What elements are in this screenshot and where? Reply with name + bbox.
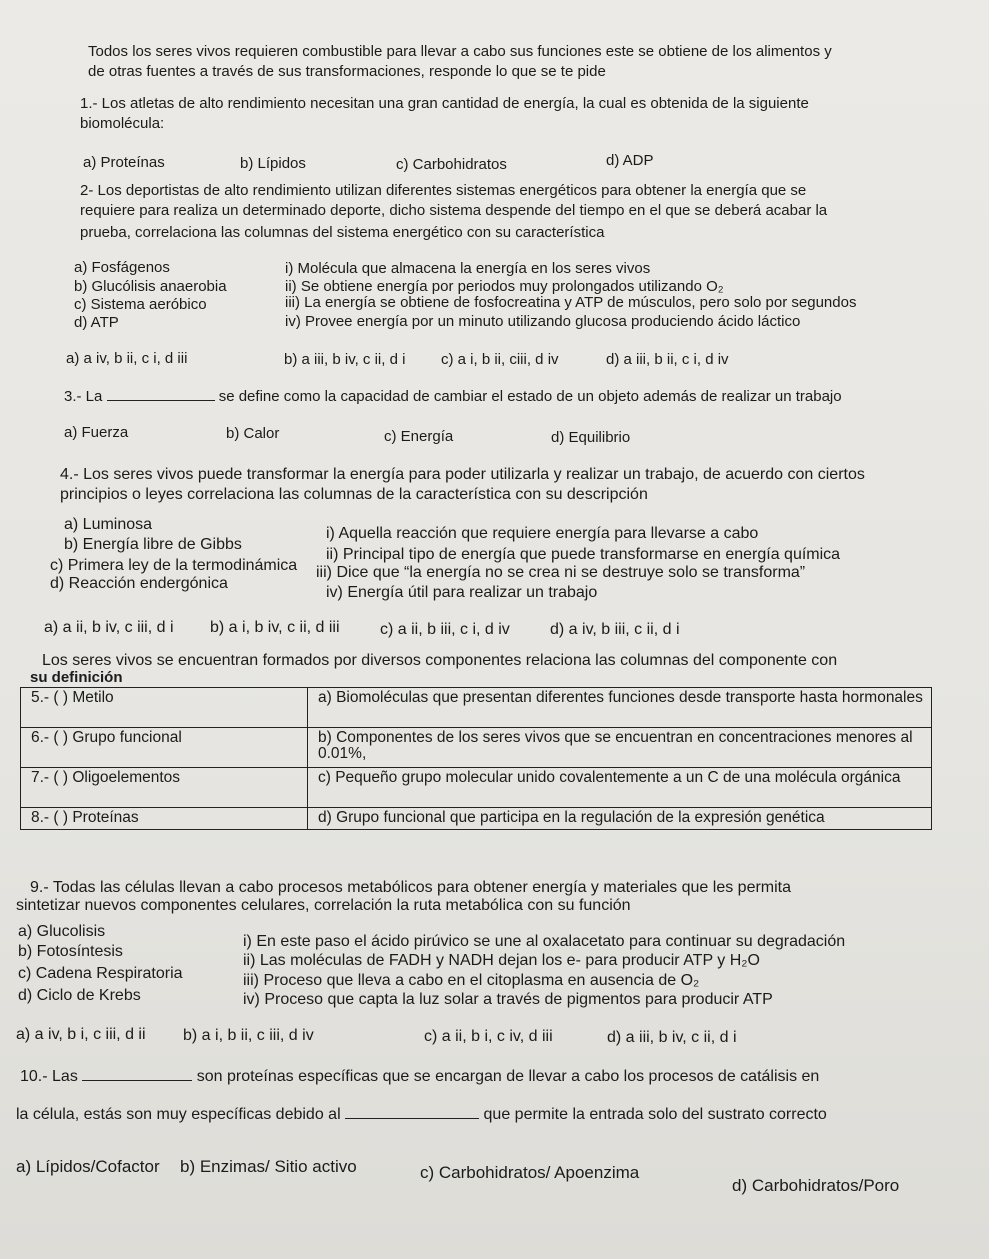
table-cell-right: d) Grupo funcional que participa en la regulación de la expresión genética [308, 808, 932, 830]
q2-right-iv: iv) Provee energía por un minuto utilizando glucosa produciendo ácido láctico [285, 313, 801, 330]
q3-option-b[interactable]: b) Calor [226, 425, 280, 442]
q9-answer-a[interactable]: a) a iv, b i, c iii, d ii [16, 1026, 146, 1043]
q4-answer-a[interactable]: a) a ii, b iv, c iii, d i [44, 619, 174, 636]
q3-option-a[interactable]: a) Fuerza [64, 424, 129, 441]
q1-line-2: biomolécula: [80, 115, 165, 132]
q9-left-b: b) Fotosíntesis [18, 943, 123, 960]
q4-left-b: b) Energía libre de Gibbs [64, 536, 242, 553]
q2-line-1: 2- Los deportistas de alto rendimiento utilizan diferentes sistemas energéticos para obtener la energía que se [80, 182, 807, 199]
q3-blank[interactable] [107, 388, 215, 401]
q9-answer-c[interactable]: c) a ii, b i, c iv, d iii [424, 1028, 553, 1045]
table-row [21, 808, 932, 830]
q4-answer-d[interactable]: d) a iv, b iii, c ii, d i [550, 621, 680, 638]
q4-right-iii: iii) Dice que “la energía no se crea ni se destruye solo se transforma” [316, 564, 806, 581]
q9-right-iii: iii) Proceso que lleva a cabo en el citoplasma en ausencia de O₂ [243, 972, 700, 989]
q10-option-c[interactable]: c) Carbohidratos/ Apoenzima [420, 1163, 640, 1182]
q3-option-d[interactable]: d) Equilibrio [551, 429, 631, 446]
q4-line-1: 4.- Los seres vivos puede transformar la energía para poder utilizarla y realizar un trabajo, de acuerdo con ciertos [60, 466, 865, 483]
q9-answer-b[interactable]: b) a i, b ii, c iii, d iv [183, 1027, 314, 1044]
components-line-1: Los seres vivos se encuentran formados por diversos componentes relaciona las columnas del componente con [42, 652, 838, 669]
q4-line-2: principios o leyes correlaciona las columnas de la característica con su descripción [60, 486, 648, 503]
table-cell-left[interactable]: 7.- ( ) Oligoelementos [21, 768, 308, 808]
q9-left-d: d) Ciclo de Krebs [18, 987, 141, 1004]
q10-option-a[interactable]: a) Lípidos/Cofactor [16, 1157, 160, 1176]
q10-line-2b: que permite la entrada solo del sustrato correcto [483, 1106, 827, 1123]
q10-line-2 [16, 1106, 827, 1123]
q9-answer-d[interactable]: d) a iii, b iv, c ii, d i [607, 1029, 737, 1046]
q4-left-d: d) Reacción endergónica [50, 575, 228, 592]
q9-right-iv: iv) Proceso que capta la luz solar a través de pigmentos para producir ATP [243, 991, 773, 1008]
q1-option-d[interactable]: d) ADP [606, 152, 654, 169]
q10-line-1 [20, 1068, 819, 1085]
q10-blank-2[interactable] [345, 1106, 479, 1119]
q2-right-ii: ii) Se obtiene energía por periodos muy prolongados utilizando O₂ [285, 278, 724, 295]
q1-option-c[interactable]: c) Carbohidratos [396, 156, 507, 173]
table-cell-right: a) Biomoléculas que presentan diferentes funciones desde transporte hasta hormonales [308, 688, 932, 728]
q3-start: 3.- La [64, 388, 103, 405]
q10-option-d[interactable]: d) Carbohidratos/Poro [732, 1176, 900, 1195]
table-cell-left[interactable]: 6.- ( ) Grupo funcional [21, 728, 308, 768]
table-cell-right: b) Componentes de los seres vivos que se encuentran en concentraciones menores al 0.01%, [308, 728, 932, 768]
table-row [21, 768, 932, 808]
q10-option-b[interactable]: b) Enzimas/ Sitio activo [180, 1157, 357, 1176]
table-cell-left[interactable]: 5.- ( ) Metilo [21, 688, 308, 728]
q4-right-iv: iv) Energía útil para realizar un trabajo [326, 584, 598, 601]
q2-answer-d[interactable]: d) a iii, b ii, c i, d iv [606, 351, 729, 368]
q3-option-c[interactable]: c) Energía [384, 428, 454, 445]
q9-left-a: a) Glucolisis [18, 923, 106, 940]
q1-option-a[interactable]: a) Proteínas [83, 154, 165, 171]
q9-left-c: c) Cadena Respiratoria [18, 965, 183, 982]
q4-right-ii: ii) Principal tipo de energía que puede transformarse en energía química [326, 546, 841, 563]
q3-sentence [64, 388, 842, 405]
table-cell-right: c) Pequeño grupo molecular unido covalentemente a un C de una molécula orgánica [308, 768, 932, 808]
q2-left-b: b) Glucólisis anaerobia [74, 278, 227, 295]
q1-option-b[interactable]: b) Lípidos [240, 155, 306, 172]
q2-answer-b[interactable]: b) a iii, b iv, c ii, d i [284, 351, 406, 368]
components-line-2: su definición [30, 669, 123, 686]
q9-line-1: 9.- Todas las células llevan a cabo procesos metabólicos para obtener energía y materiales que les permita [30, 879, 792, 896]
q2-line-3: prueba, correlaciona las columnas del sistema energético con su característica [80, 224, 605, 241]
q4-right-i: i) Aquella reacción que requiere energía para llevarse a cabo [326, 525, 759, 542]
q2-line-2: requiere para realiza un determinado deporte, dicho sistema despende del tiempo en el que se deberá acabar la [80, 202, 828, 219]
table-cell-left[interactable]: 8.- ( ) Proteínas [21, 808, 308, 830]
intro-line-1: Todos los seres vivos requieren combustible para llevar a cabo sus funciones este se obtiene de los alimentos y [88, 43, 832, 60]
q3-rest: se define como la capacidad de cambiar el estado de un objeto además de realizar un trabajo [218, 388, 842, 405]
q9-line-2: sintetizar nuevos componentes celulares, correlación la ruta metabólica con su función [16, 897, 631, 914]
q2-right-iii: iii) La energía se obtiene de fosfocreatina y ATP de músculos, pero solo por segundos [285, 294, 857, 311]
q9-right-ii: ii) Las moléculas de FADH y NADH dejan los e- para producir ATP y H₂O [243, 952, 760, 969]
q4-answer-b[interactable]: b) a i, b iv, c ii, d iii [210, 619, 340, 636]
q2-left-c: c) Sistema aeróbico [74, 296, 207, 313]
components-table [20, 687, 932, 830]
q9-right-i: i) En este paso el ácido pirúvico se une al oxalacetato para continuar su degradación [243, 933, 846, 950]
q2-answer-a[interactable]: a) a iv, b ii, c i, d iii [66, 350, 188, 367]
q2-left-d: d) ATP [74, 314, 119, 331]
q4-left-a: a) Luminosa [64, 516, 153, 533]
q4-answer-c[interactable]: c) a ii, b iii, c i, d iv [380, 621, 510, 638]
table-row [21, 728, 932, 768]
q2-answer-c[interactable]: c) a i, b ii, ciii, d iv [441, 351, 559, 368]
table-row [21, 688, 932, 728]
intro-line-2: de otras fuentes a través de sus transformaciones, responde lo que se te pide [88, 63, 606, 80]
q1-line-1: 1.- Los atletas de alto rendimiento necesitan una gran cantidad de energía, la cual es obtenida de la siguiente [80, 95, 809, 112]
q2-left-a: a) Fosfágenos [74, 259, 170, 276]
q10-blank-1[interactable] [82, 1068, 192, 1081]
q10-start: 10.- Las [20, 1068, 78, 1085]
q10-line-2a: la célula, estás son muy específicas debido al [16, 1106, 341, 1123]
q10-rest-1: son proteínas específicas que se encargan de llevar a cabo los procesos de catálisis en [196, 1068, 820, 1085]
q4-left-c: c) Primera ley de la termodinámica [50, 557, 298, 574]
q2-right-i: i) Molécula que almacena la energía en los seres vivos [285, 260, 651, 277]
